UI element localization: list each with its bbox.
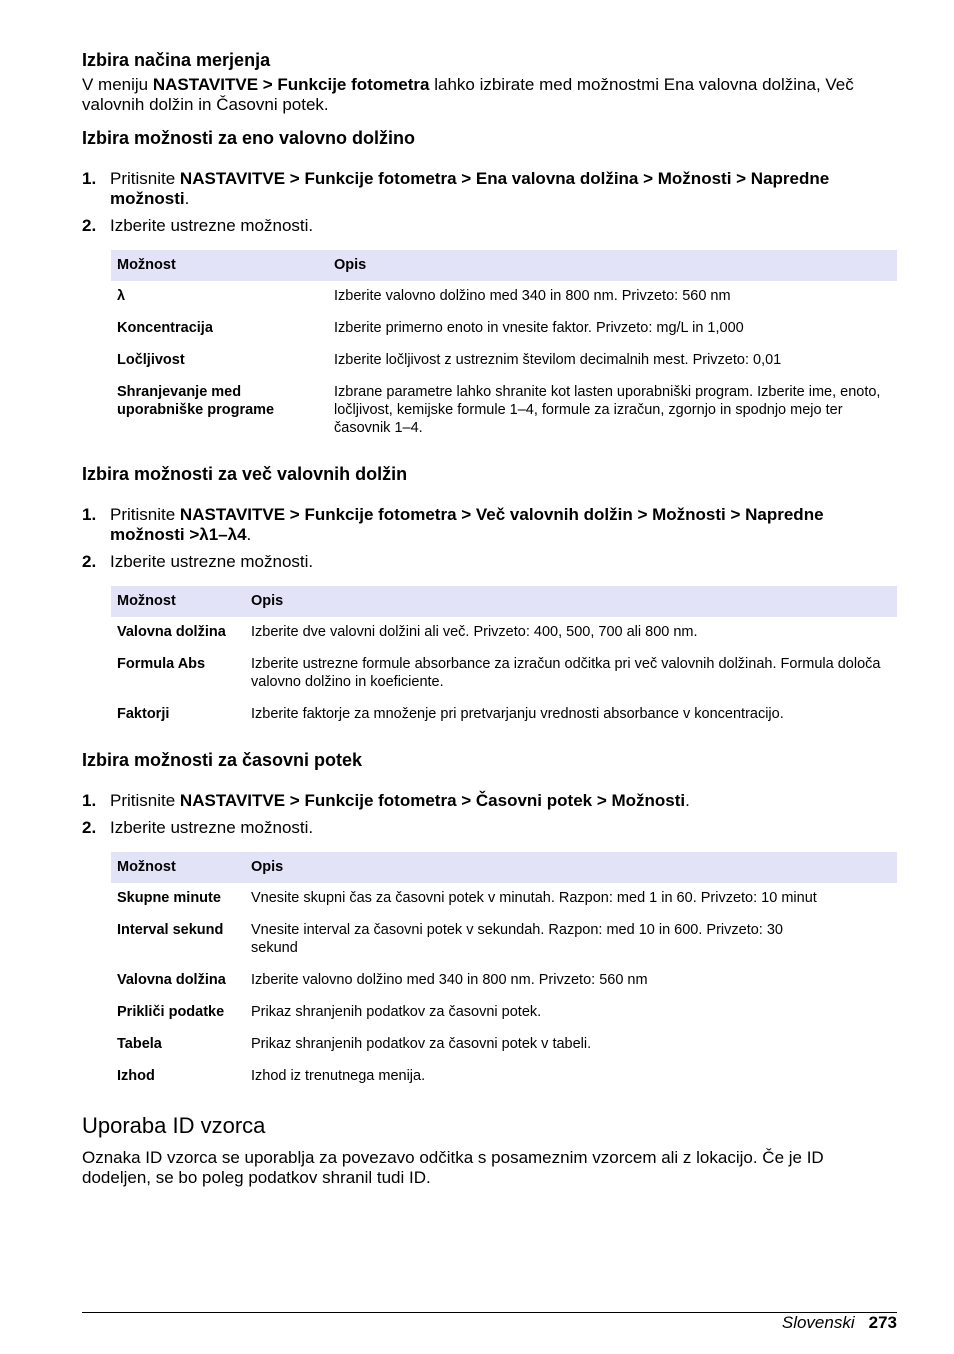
option-name: Faktorji bbox=[117, 706, 170, 722]
option-name: Tabela bbox=[117, 1036, 162, 1052]
page-footer bbox=[782, 1313, 897, 1333]
menu-path: NASTAVITVE > Funkcije fotometra > Časovni potek > Možnosti bbox=[179, 791, 686, 810]
option-description: Izbrane parametre lahko shranite kot lasten uporabniški program. Izberite ime, enoto, ločljivost, kemijske formule 1–4, formule za izračun, zgornjo in spodnjo mejo ter časovnik 1–4. bbox=[334, 384, 881, 436]
table-row bbox=[111, 965, 897, 997]
column-header-description: Opis bbox=[245, 852, 897, 883]
option-description: Izberite ustrezne formule absorbance za izračun odčitka pri več valovnih dolžinah. Formula določa valovno dolžino in koeficiente. bbox=[251, 656, 881, 690]
column-header-description: Opis bbox=[328, 250, 897, 281]
table-row bbox=[111, 997, 897, 1029]
table-row bbox=[111, 345, 897, 377]
option-name: Valovna dolžina bbox=[117, 972, 226, 988]
measurement-mode-paragraph: V meniju NASTAVITVE > Funkcije fotometra lahko izbirate med možnostmi Ena valovna dolžina, Več valovnih dolžin in Časovni potek. bbox=[82, 75, 854, 114]
footer-divider bbox=[82, 1312, 897, 1313]
table-header-row bbox=[111, 250, 897, 281]
page-content bbox=[82, 0, 897, 1188]
single-wavelength-steps bbox=[82, 169, 897, 236]
option-description: Prikaz shranjenih podatkov za časovni potek v tabeli. bbox=[251, 1036, 592, 1052]
option-description: Vnesite skupni čas za časovni potek v minutah. Razpon: med 1 in 60. Privzeto: 10 minut bbox=[251, 890, 817, 906]
table-row bbox=[111, 699, 897, 731]
table-header-row bbox=[111, 852, 897, 883]
table-row bbox=[111, 1061, 897, 1093]
section-title-sample-id: Uporaba ID vzorca bbox=[82, 1113, 266, 1138]
step-1: 1. Pritisnite NASTAVITVE > Funkcije fotometra > Časovni potek > Možnosti. bbox=[82, 791, 690, 810]
option-description: Izberite primerno enoto in vnesite faktor. Privzeto: mg/L in 1,000 bbox=[334, 320, 744, 336]
table-row bbox=[111, 649, 897, 699]
option-name: Valovna dolžina bbox=[117, 624, 226, 640]
section-title-multi-wavelength: Izbira možnosti za več valovnih dolžin bbox=[82, 464, 408, 484]
option-description: Prikaz shranjenih podatkov za časovni potek. bbox=[251, 1004, 542, 1020]
option-name: Skupne minute bbox=[117, 890, 221, 906]
table-header-row bbox=[111, 586, 897, 617]
section-title-measurement-mode: Izbira načina merjenja bbox=[82, 50, 271, 70]
step-2: 2. Izberite ustrezne možnosti. bbox=[82, 818, 314, 837]
option-description: Izhod iz trenutnega menija. bbox=[251, 1068, 426, 1084]
option-name: Izhod bbox=[117, 1068, 155, 1084]
step-2: 2. Izberite ustrezne možnosti. bbox=[82, 552, 314, 571]
option-name: Koncentracija bbox=[117, 320, 213, 336]
footer-language: Slovenski bbox=[781, 1313, 855, 1332]
option-description: Vnesite interval za časovni potek v sekundah. Razpon: med 10 in 600. Privzeto: 30 sekund bbox=[251, 922, 783, 956]
option-description: Izberite dve valovni dolžini ali več. Privzeto: 400, 500, 700 ali 800 nm. bbox=[251, 624, 698, 640]
page-number: 273 bbox=[868, 1313, 897, 1332]
option-name: Ločljivost bbox=[117, 352, 185, 368]
column-header-option: Možnost bbox=[111, 250, 328, 281]
option-description: Izberite valovno dolžino med 340 in 800 nm. Privzeto: 560 nm bbox=[251, 972, 648, 988]
menu-path: NASTAVITVE > Funkcije fotometra > Ena valovna dolžina > Možnosti > Napredne možnosti bbox=[110, 169, 830, 208]
column-header-option: Možnost bbox=[111, 586, 245, 617]
option-name: Shranjevanje med uporabniške programe bbox=[117, 384, 275, 418]
sample-id-paragraph: Oznaka ID vzorca se uporablja za povezavo odčitka s posameznim vzorcem ali z lokacijo. Če je ID dodeljen, se bo poleg podatkov shranil tudi ID. bbox=[82, 1148, 824, 1187]
menu-path: NASTAVITVE > Funkcije fotometra bbox=[152, 75, 430, 94]
option-name: Interval sekund bbox=[117, 922, 224, 938]
option-name: Prikliči podatke bbox=[117, 1004, 225, 1020]
step-1: 1. Pritisnite NASTAVITVE > Funkcije fotometra > Več valovnih dolžin > Možnosti > Napredne možnosti >λ1–λ4. bbox=[82, 505, 824, 544]
section-title-single-wavelength: Izbira možnosti za eno valovno dolžino bbox=[82, 128, 416, 148]
column-header-option: Možnost bbox=[111, 852, 245, 883]
table-row bbox=[111, 883, 897, 915]
column-header-description: Opis bbox=[245, 586, 897, 617]
single-wavelength-options-table bbox=[111, 250, 897, 445]
section-title-time-course: Izbira možnosti za časovni potek bbox=[82, 750, 363, 770]
option-description: Izberite faktorje za množenje pri pretvarjanju vrednosti absorbance v koncentracijo. bbox=[251, 706, 784, 722]
option-description: Izberite ločljivost z ustreznim številom decimalnih mest. Privzeto: 0,01 bbox=[334, 352, 782, 368]
step-2: 2. Izberite ustrezne možnosti. bbox=[82, 216, 314, 235]
table-row bbox=[111, 915, 897, 965]
table-row bbox=[111, 313, 897, 345]
time-course-options-table bbox=[111, 852, 897, 1093]
multi-wavelength-options-table bbox=[111, 586, 897, 731]
table-row bbox=[111, 377, 897, 445]
step-1: 1. Pritisnite NASTAVITVE > Funkcije fotometra > Ena valovna dolžina > Možnosti > Napredne možnosti. bbox=[82, 169, 830, 208]
table-row bbox=[111, 281, 897, 313]
table-row bbox=[111, 1029, 897, 1061]
multi-wavelength-steps bbox=[82, 505, 897, 572]
option-name: λ bbox=[117, 288, 126, 304]
option-description: Izberite valovno dolžino med 340 in 800 nm. Privzeto: 560 nm bbox=[334, 288, 731, 304]
table-row bbox=[111, 617, 897, 649]
time-course-steps bbox=[82, 791, 897, 838]
option-name: Formula Abs bbox=[117, 656, 206, 672]
menu-path: NASTAVITVE > Funkcije fotometra > Več valovnih dolžin > Možnosti > Napredne možnosti >λ1–λ4 bbox=[110, 505, 824, 544]
